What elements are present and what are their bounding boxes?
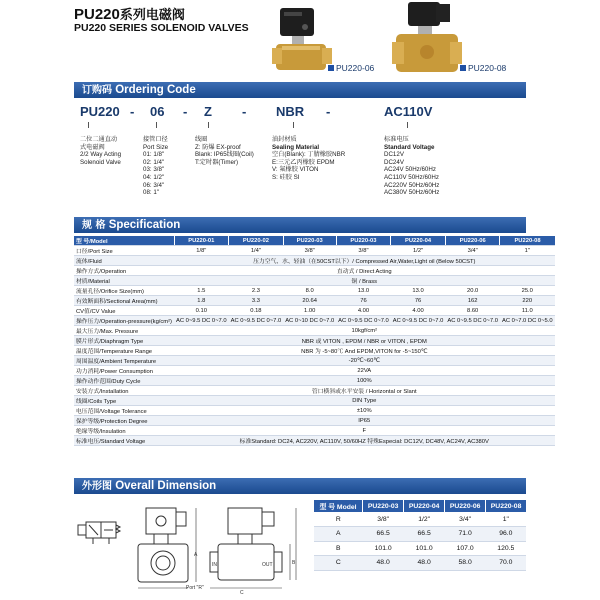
spec-bar-en: Specification [108,219,181,231]
code-sep: - [242,104,247,119]
spec-cell: 3/8" [336,246,391,256]
spec-row-label: 流体/Fluid [74,256,174,266]
legend-line: 02: 1/4" [143,158,165,166]
legend-line: 线圈 [195,136,208,143]
spec-header-cell: PU220-01 [174,236,229,246]
ordering-bar-en: Ordering Code [115,84,196,96]
dim-row [314,512,526,527]
spec-row [74,386,555,396]
legend-line: 2/2 Way Acting [80,151,122,159]
legend-line: 04: 1/2" [143,173,165,181]
dim-a-label: A [194,552,198,558]
spec-cell-span: IP65 [174,416,555,426]
spec-cell-span: 压力空气、水、轻油（在50CST以下）/ Compressed Air,Water,Light oil (Below 50CST) [174,256,555,266]
spec-cell: AC 0~9.5 DC 0~7.0 [338,317,389,324]
legend-line: S: 硅胶 SI [272,173,300,181]
dim-header-row [314,500,526,512]
spec-row-label: 周围温度/Ambient Temperature [74,356,174,366]
spec-header-cell: PU220-02 [229,236,284,246]
photo-caption-08 [460,63,506,73]
dim-row-label: C [314,556,363,571]
legend-line: V: 氟橡胶 VITON [272,166,319,174]
legend-line: Sealing Material [272,143,320,151]
dim-cell: 70.0 [486,556,526,571]
spec-cell-span: 10kgf/cm² [174,326,555,336]
spec-row-label: 操作压力/Operation-pressure(kg/cm²) [74,316,174,326]
spec-cell: 1.5 [174,286,229,296]
spec-cell: AC 0~9.5 DC 0~7.0 [176,317,227,324]
dim-row-label: R [314,512,363,527]
dimension-table [314,500,526,571]
spec-row-label: 温度范围/Temperature Range [74,346,174,356]
valve-front-drawing [208,500,302,596]
spec-row [74,366,555,376]
spec-header-cell: PU220-08 [500,236,555,246]
spec-cell: 1.8 [174,296,229,306]
ordering-code-bar [74,82,526,98]
legend-line: AC24V 50Hz/60Hz [384,166,436,174]
tick [208,122,209,128]
spec-row [74,406,555,416]
legend-line: 接管口径 [143,136,168,143]
spec-cell: 76 [336,296,391,306]
dim-b-label: B [292,560,296,566]
legend-line: 06: 3/4" [143,181,165,189]
valve-symbol-diagram [76,516,130,548]
spec-row [74,346,555,356]
spec-cell: 3.3 [229,296,284,306]
dim-header-cell: 型 号 Model [314,500,363,512]
page-title [74,4,185,23]
dim-cell: 71.0 [445,527,486,542]
spec-cell: 1/8" [174,246,229,256]
legend-line: 二位二通直动 [80,136,118,143]
legend-line: 01: 1/8" [143,151,165,159]
spec-cell: 13.0 [336,286,391,296]
code-model: PU220 [80,104,120,119]
dim-row [314,541,526,556]
spec-cell-span: ±10% [174,406,555,416]
legend-line: Blank: IP65线圈(Coil) [195,151,254,159]
legend-coil [195,136,254,166]
spec-header-cell: PU220-06 [445,236,500,246]
dim-header-cell: PU220-06 [445,500,486,512]
spec-header-row [74,236,555,246]
legend-line: 式电磁阀 [80,143,105,151]
dim-row [314,556,526,571]
dim-cell: 1/2" [404,512,445,527]
legend-line: 标准电压 [384,136,409,143]
spec-cell: AC 0~9.5 DC 0~7.0 [230,317,282,324]
spec-cell: 76 [391,296,446,306]
spec-cell: 20.64 [283,296,336,306]
dim-cell: 96.0 [486,527,526,542]
legend-seal [272,136,345,182]
in-label: IN [212,562,217,568]
spec-cell: 3/4" [445,246,500,256]
spec-row [74,256,555,266]
spec-row-label: CV值/CV Value [74,306,174,316]
port-r-label: Port "R" [186,585,204,591]
spec-row [74,266,555,276]
spec-bar-cn: 规 格 [82,220,106,231]
spec-cell-span: NBR 为 -5~80℃ And EPDM,VITON for -5~150℃ [174,346,555,356]
spec-row [74,276,555,286]
spec-cell: 4.00 [336,306,391,316]
spec-cell: 4.00 [391,306,446,316]
spec-row [74,286,555,296]
spec-cell: 1" [500,246,555,256]
spec-cell: 1/4" [229,246,284,256]
spec-cell-span: NBR 或 VITON , EPDM / NBR or VITON , EPDM [174,336,555,346]
dim-header-cell: PU220-04 [404,500,445,512]
legend-line: Standard Voltage [384,143,435,151]
spec-row-label: 线圈/Coils Type [74,396,174,406]
spec-row [74,426,555,436]
legend-line: 08: 1" [143,189,159,197]
dim-cell: 66.5 [404,527,445,542]
spec-row [74,396,555,406]
legend-line: AC110V 50Hz/60Hz [384,173,439,181]
dim-row [314,527,526,542]
dim-row-label: B [314,541,363,556]
dim-cell: 101.0 [404,541,445,556]
spec-cell: 220 [500,296,555,306]
spec-cell-span: DIN Type [174,396,555,406]
specification-table [74,236,555,446]
spec-row-label: 最大压力/Max. Pressure [74,326,174,336]
spec-row-label: 流量孔径/Orifice Size(mm) [74,286,174,296]
dim-cell: 48.0 [404,556,445,571]
spec-cell-span: 铜 / Brass [174,276,555,286]
spec-row [74,316,555,326]
legend-line: Z: 防爆 EX-proof [195,143,241,151]
caption-text: PU220-06 [336,63,375,73]
specification-bar [74,217,526,233]
spec-cell: 1/2" [391,246,446,256]
product-photo-08 [392,0,462,80]
spec-cell: AC 0~7.0 DC 0~5.0 [501,317,553,324]
spec-cell: 0.10 [174,306,229,316]
spec-row [74,326,555,336]
spec-cell: AC 0~9.5 DC 0~7.0 [447,317,498,324]
spec-row-label: 安装方式/Installation [74,386,174,396]
spec-header-cell: PU220-04 [391,236,446,246]
dim-cell: 3/4" [445,512,486,527]
dim-cell: 120.5 [486,541,526,556]
dim-cell: 66.5 [363,527,404,542]
tick [88,122,89,128]
page-subtitle: PU220 SERIES SOLENOID VALVES [74,22,249,34]
spec-cell-span: 100% [174,376,555,386]
spec-row [74,296,555,306]
spec-row [74,356,555,366]
spec-cell-span: 22VA [174,366,555,376]
spec-cell: AC 0~10 DC 0~7.0 [285,317,335,324]
title-cn: 系列电磁阀 [119,8,185,23]
tick [407,122,408,128]
legend-line: AC220V 50Hz/60Hz [384,181,440,189]
dim-cell: 3/8" [363,512,404,527]
spec-row [74,306,555,316]
legend-line: 空白(Blank): 丁腈橡胶NBR [272,151,346,159]
code-coil: Z [204,104,212,119]
code-sep: - [183,104,188,119]
spec-cell: 25.0 [500,286,555,296]
spec-cell: 13.0 [391,286,446,296]
dim-cell: 58.0 [445,556,486,571]
spec-header-cell: PU220-03 [283,236,336,246]
dim-cell: 107.0 [445,541,486,556]
spec-cell: 11.0 [500,306,555,316]
caption-bullet-icon [460,65,466,71]
legend-line: 油封材质 [272,136,297,143]
legend-type [80,136,121,166]
valve-side-drawing [132,500,204,596]
spec-row-label: 有效断面积/Sectional Area(mm) [74,296,174,306]
spec-row-label: 绝缘等级/Insulation [74,426,174,436]
spec-cell-span: 直动式 / Direct Acting [174,266,555,276]
spec-row-label: 操作方式/Operation [74,266,174,276]
spec-cell: AC 0~9.5 DC 0~7.0 [392,317,444,324]
dim-c-label: C [240,590,244,596]
legend-voltage [384,136,439,197]
code-voltage: AC110V [384,104,433,119]
caption-bullet-icon [328,65,334,71]
code-sep: - [130,104,135,119]
legend-line: AC380V 50Hz/60Hz [384,189,440,197]
spec-cell-span: 标准Standard: DC24, AC220V, AC110V, 50/60HZ 特殊Especial: DC12V, DC48V, AC24V, AC380V [174,436,555,446]
dimension-bar-en: Overall Dimension [115,480,217,492]
spec-cell: 8.60 [445,306,500,316]
spec-header-cell: 型 号/Model [74,236,174,246]
dim-row-label: A [314,527,363,542]
code-sep: - [326,104,331,119]
tick [156,122,157,128]
photo-caption-06 [328,63,374,73]
spec-cell: 8.0 [283,286,336,296]
legend-line: DC12V [384,151,404,159]
product-photo-06 [272,6,332,76]
spec-row [74,416,555,426]
spec-row-label: 口径/Port Size [74,246,174,256]
dim-cell: 1" [486,512,526,527]
legend-line: DC24V [384,158,404,166]
out-label: OUT [262,562,273,568]
dim-body [314,512,526,570]
spec-row-label: 操作动作范围/Duty Cycle [74,376,174,386]
spec-cell: 0.18 [229,306,284,316]
spec-header-cell: PU220-03 [336,236,391,246]
spec-row [74,336,555,346]
caption-text: PU220-08 [468,63,507,73]
legend-line: Solenoid Valve [80,158,121,166]
title-model: PU220 [74,6,120,23]
code-seal: NBR [276,104,305,119]
dim-header-cell: PU220-03 [363,500,404,512]
spec-cell-span: -20℃~60℃ [174,356,555,366]
spec-row [74,376,555,386]
spec-row-label: 膜片形式/Diaphragm Type [74,336,174,346]
spec-body [74,246,555,446]
spec-row [74,436,555,446]
spec-cell-span: F [174,426,555,436]
legend-port [143,136,168,197]
spec-row [74,246,555,256]
legend-line: T:定时器(Timer) [195,158,239,166]
spec-row-label: 材质/Material [74,276,174,286]
spec-row-label: 保护等级/Protection Degree [74,416,174,426]
spec-cell: 20.0 [445,286,500,296]
dimension-bar [74,478,526,494]
legend-line: 03: 3/8" [143,166,165,174]
code-port: 06 [150,104,165,119]
spec-row-label: 标准电压/Standard Voltage [74,436,174,446]
dim-cell: 48.0 [363,556,404,571]
dimension-bar-cn: 外形图 [82,481,112,492]
legend-line: Port Size [143,143,169,151]
spec-cell: 3/8" [283,246,336,256]
dim-header-cell: PU220-08 [486,500,526,512]
tick [293,122,294,128]
spec-cell: 162 [445,296,500,306]
spec-cell: 1.00 [283,306,336,316]
legend-line: E:三元乙丙橡胶 EPDM [272,158,335,166]
spec-cell-span: 管口横斜或水平安装 / Horizontal or Slant [174,386,555,396]
dim-cell: 101.0 [363,541,404,556]
spec-row-label: 功力消耗/Power Consumption [74,366,174,376]
ordering-bar-cn: 订购码 [82,85,112,96]
spec-cell: 2.3 [229,286,284,296]
spec-row-label: 电压范围/Voltage Tolerance [74,406,174,416]
